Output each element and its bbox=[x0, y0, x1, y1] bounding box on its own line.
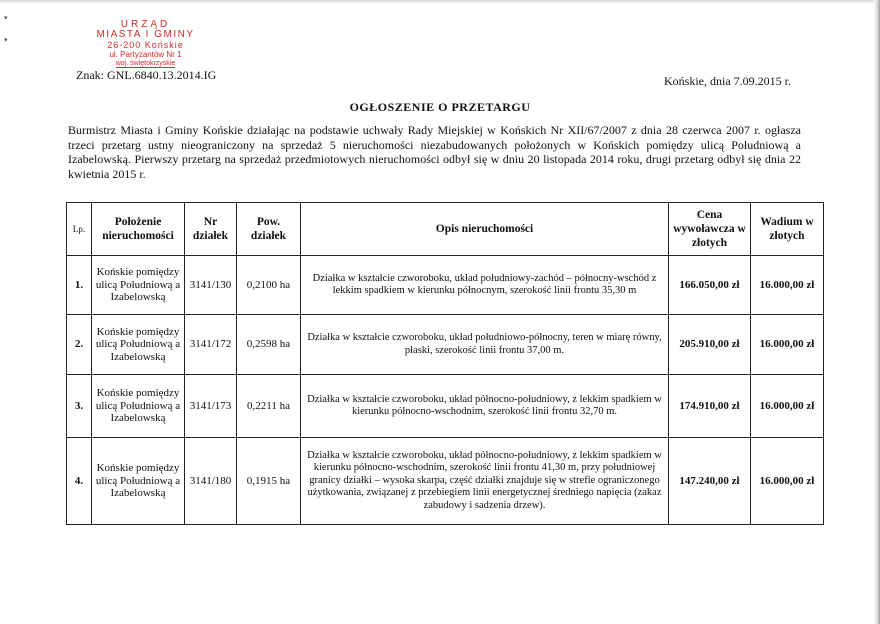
cell-location: Końskie pomiędzy ulicą Południową a Izabelowską bbox=[92, 256, 185, 315]
document-date: Końskie, dnia 7.09.2015 r. bbox=[664, 74, 791, 88]
stamp-line-text: woj. świętokrzyskie bbox=[115, 60, 176, 67]
reference-number: Znak: GNL.6840.13.2014.IG bbox=[76, 68, 217, 82]
office-stamp bbox=[88, 20, 203, 68]
table-row bbox=[67, 375, 824, 438]
cell-description: Działka w kształcie czworoboku, układ południowo-północny, teren w miarę równy, płaski, szerokość linii frontu 37,00 m. bbox=[301, 315, 669, 375]
cell-deposit: 16.000,00 zł bbox=[751, 315, 824, 375]
header-deposit: Wadium w złotych bbox=[751, 203, 824, 256]
stamp-line: ul. Partyzantów Nr 1 bbox=[109, 50, 182, 59]
cell-deposit: 16.000,00 zł bbox=[751, 438, 824, 525]
cell-parcel: 3141/130 bbox=[185, 256, 237, 315]
cell-location: Końskie pomiędzy ulicą Południową a Izabelowską bbox=[92, 375, 185, 438]
header-parcel: Nr działek bbox=[185, 203, 237, 256]
stamp-line: 26-200 Końskie bbox=[107, 40, 184, 50]
cell-area: 0,1915 ha bbox=[237, 438, 301, 525]
table-row bbox=[67, 256, 824, 315]
cell-parcel: 3141/180 bbox=[185, 438, 237, 525]
stamp-line: MIASTA I GMINY bbox=[96, 29, 195, 40]
scan-edge-right bbox=[874, 0, 880, 624]
header-description: Opis nieruchomości bbox=[301, 203, 669, 256]
table-row bbox=[67, 438, 824, 525]
scan-mark: ▾ bbox=[4, 14, 8, 22]
header-location: Położenie nieruchomości bbox=[92, 203, 185, 256]
cell-deposit: 16.000,00 zł bbox=[751, 256, 824, 315]
cell-area: 0,2100 ha bbox=[237, 256, 301, 315]
table-header-row bbox=[67, 203, 824, 256]
stamp-line: URZĄD bbox=[120, 19, 171, 30]
header-lp: Lp. bbox=[67, 203, 92, 256]
scan-mark: ▾ bbox=[4, 36, 8, 44]
cell-price: 166.050,00 zł bbox=[669, 256, 751, 315]
cell-location: Końskie pomiędzy ulicą Południową a Izabelowską bbox=[92, 438, 185, 525]
cell-parcel: 3141/172 bbox=[185, 315, 237, 375]
cell-lp: 4. bbox=[67, 438, 92, 525]
cell-price: 147.240,00 zł bbox=[669, 438, 751, 525]
cell-deposit: 16.000,00 zł bbox=[751, 375, 824, 438]
cell-lp: 1. bbox=[67, 256, 92, 315]
properties-table bbox=[66, 202, 824, 525]
announcement-paragraph: Burmistrz Miasta i Gminy Końskie działając na podstawie uchwały Rady Miejskiej w Końskich Nr XII/67/2007 z dnia 28 czerwca 2007 r. ogłasza trzeci przetarg ustny nieograniczony na sprzedaż 5 nieruchomości niezabudowanych położonych w Końskich pomiędzy ulicą Południową a Izabelowską. Pierwszy przetarg na sprzedaż przedmiotowych nieruchomości odbył się w dniu 20 listopada 2014 roku, drugi przetarg odbył się dnia 22 kwietnia 2015 r. bbox=[68, 123, 801, 181]
cell-lp: 3. bbox=[67, 375, 92, 438]
cell-description: Działka w kształcie czworoboku, układ północno-południowy, z lekkim spadkiem w kierunku północno-wschodnim, szerokość linii frontu 32,70 m. bbox=[301, 375, 669, 438]
stamp-line bbox=[88, 60, 203, 68]
cell-parcel: 3141/173 bbox=[185, 375, 237, 438]
header-area: Pow. działek bbox=[237, 203, 301, 256]
cell-area: 0,2598 ha bbox=[237, 315, 301, 375]
cell-lp: 2. bbox=[67, 315, 92, 375]
table-row bbox=[67, 315, 824, 375]
header-price: Cena wywoławcza w złotych bbox=[669, 203, 751, 256]
cell-price: 174.910,00 zł bbox=[669, 375, 751, 438]
cell-description: Działka w kształcie czworoboku, układ północno-południowy, z lekkim spadkiem w kierunku północno-wschodnim, szerokość linii frontu 41,30 m, przy południowej granicy działki – wysoka skarpa, część działki znajduje się w strefie ograniczonego użytkowania, związanej z przebiegiem linii energetycznej średniego napięcia (zakaz zabudowy i sadzenia drzew). bbox=[301, 438, 669, 525]
cell-description: Działka w kształcie czworoboku, układ południowy-zachód – północny-wschód z lekkim spadkiem w kierunku północnym, szerokość linii frontu 35,30 m bbox=[301, 256, 669, 315]
cell-price: 205.910,00 zł bbox=[669, 315, 751, 375]
cell-area: 0,2211 ha bbox=[237, 375, 301, 438]
document-title: OGŁOSZENIE O PRZETARGU bbox=[349, 100, 531, 114]
cell-location: Końskie pomiędzy ulicą Południową a Izabelowską bbox=[92, 315, 185, 375]
scan-edge-top bbox=[0, 0, 880, 4]
